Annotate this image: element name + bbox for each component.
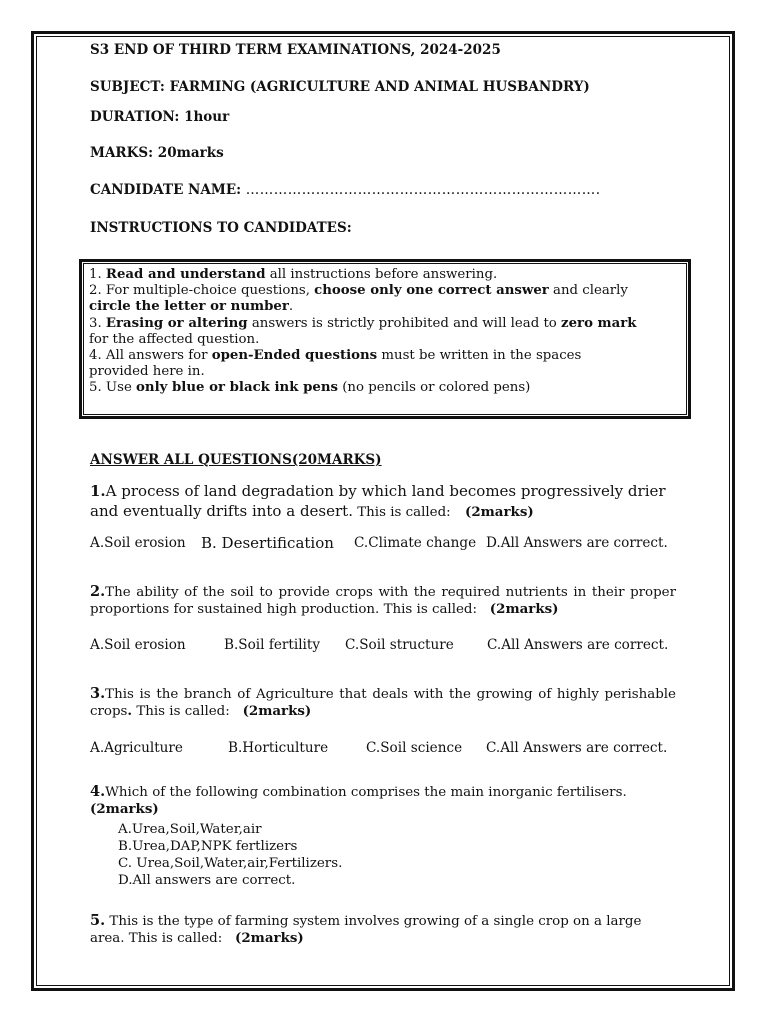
option[interactable]: A.Soil erosion [90, 637, 186, 653]
question-5: 5. This is the type of farming system involves growing of a single crop on a large area. This is called: (2marks) [90, 912, 642, 946]
instructions-box [83, 263, 687, 415]
question-1: 1.A process of land degradation by which land becomes progressively drier and eventually drifts into a desert. This is called: (2marks) [90, 482, 666, 520]
option[interactable]: B. Desertification [201, 534, 334, 552]
instruction-line: 1. Read and understand all instructions before answering. [89, 267, 498, 282]
instruction-line: 4. All answers for open-Ended questions must be written in the spaces [89, 348, 582, 364]
option[interactable]: C. Urea,Soil,Water,air,Fertilizers. [118, 856, 343, 871]
question-4: 4.Which of the following combination comprises the main inorganic fertilisers. (2marks) [90, 783, 627, 817]
option[interactable]: C.Soil structure [345, 637, 454, 653]
subject-line: SUBJECT: FARMING (AGRICULTURE AND ANIMAL HUSBANDRY) [90, 79, 590, 95]
question-2: 2.The ability of the soil to provide crops with the required nutrients in their proper proportions for sustained high production. This is called: (2marks) [90, 583, 676, 617]
option[interactable]: D.All answers are correct. [118, 873, 296, 888]
option[interactable]: C.All Answers are correct. [487, 637, 669, 653]
option[interactable]: B.Urea,DAP,NPK fertlizers [118, 839, 298, 854]
instruction-line: circle the letter or number. [89, 299, 294, 315]
option[interactable]: B.Soil fertility [224, 637, 321, 653]
instruction-line: 5. Use only blue or black ink pens (no pencils or colored pens) [89, 380, 531, 396]
option[interactable]: C.Soil science [366, 740, 463, 756]
candidate-name-label: CANDIDATE NAME: [90, 182, 242, 198]
duration-line: DURATION: 1hour [90, 109, 230, 125]
instructions-title: INSTRUCTIONS TO CANDIDATES: [90, 220, 352, 236]
instruction-line: provided here in. [89, 364, 205, 380]
option[interactable]: A.Urea,Soil,Water,air [118, 822, 262, 837]
instruction-line: 2. For multiple-choice questions, choose only one correct answer and clearly [89, 283, 628, 299]
question-4-options [118, 821, 342, 889]
candidate-name-blank[interactable]: …………………………………………………………………. [245, 182, 601, 198]
option[interactable]: A.Soil erosion [90, 535, 186, 551]
marks-line: MARKS: 20marks [90, 145, 224, 161]
option[interactable]: C.All Answers are correct. [486, 740, 668, 756]
option[interactable]: D.All Answers are correct. [486, 535, 668, 551]
option[interactable]: C.Climate change [354, 535, 477, 551]
section-title: ANSWER ALL QUESTIONS(20MARKS) [90, 452, 382, 468]
option[interactable]: B.Horticulture [228, 740, 329, 756]
exam-title: S3 END OF THIRD TERM EXAMINATIONS, 2024-2025 [90, 42, 501, 58]
instruction-line: for the affected question. [89, 331, 260, 347]
option[interactable]: A.Agriculture [90, 740, 183, 756]
question-3: 3.This is the branch of Agriculture that deals with the growing of highly perishable crops. This is called: (2marks) [90, 685, 676, 719]
candidate-name-line [90, 182, 601, 198]
instruction-line: 3. Erasing or altering answers is strictly prohibited and will lead to zero mark [89, 315, 637, 331]
